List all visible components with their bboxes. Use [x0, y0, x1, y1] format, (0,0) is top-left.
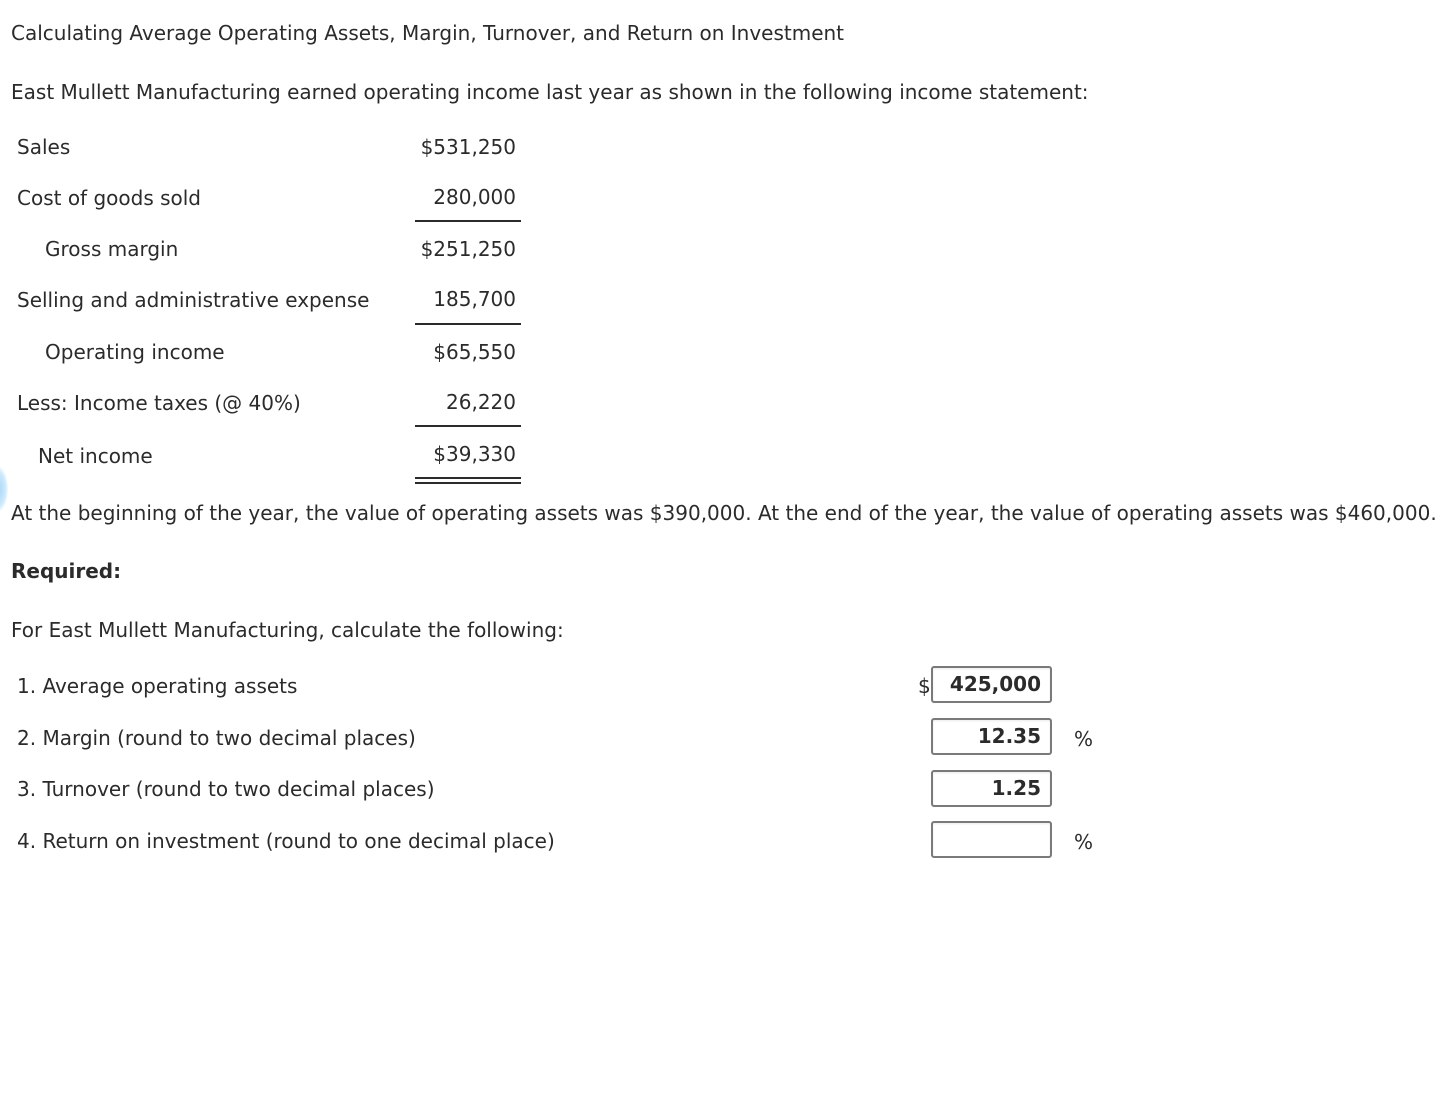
- answer-turnover[interactable]: 1.25: [931, 770, 1052, 807]
- instruction-text: For East Mullett Manufacturing, calculate the following:: [11, 618, 564, 642]
- total-double-rule: [415, 477, 521, 484]
- statement-amount-gross-margin: $251,250: [420, 237, 516, 261]
- required-heading: Required:: [11, 559, 122, 583]
- statement-label-sga: Selling and administrative expense: [17, 288, 370, 312]
- answer-return-on-investment[interactable]: [931, 821, 1052, 858]
- statement-amount-income-taxes: 26,220: [446, 390, 516, 414]
- question-2-label: 2. Margin (round to two decimal places): [17, 726, 416, 750]
- question-1-label: 1. Average operating assets: [17, 674, 298, 698]
- statement-label-cogs: Cost of goods sold: [17, 186, 202, 210]
- question-4-label: 4. Return on investment (round to one decimal place): [17, 829, 555, 853]
- subtotal-rule: [415, 425, 521, 427]
- focus-indicator: [0, 466, 8, 512]
- statement-label-gross-margin: Gross margin: [45, 237, 179, 261]
- statement-amount-cogs: 280,000: [433, 185, 516, 209]
- operating-assets-text: At the beginning of the year, the value of operating assets was $390,000. At the end of the year, the value of operating assets was $460,000.: [11, 501, 1437, 525]
- percent-suffix: %: [1074, 727, 1094, 751]
- statement-label-income-taxes: Less: Income taxes (@ 40%): [17, 391, 301, 415]
- statement-amount-sga: 185,700: [433, 287, 516, 311]
- intro-text: East Mullett Manufacturing earned operating income last year as shown in the following income statement:: [11, 80, 1089, 104]
- subtotal-rule: [415, 220, 521, 222]
- currency-prefix: $: [918, 674, 931, 698]
- page-title: Calculating Average Operating Assets, Margin, Turnover, and Return on Investment: [11, 21, 845, 45]
- answer-margin[interactable]: 12.35: [931, 718, 1052, 755]
- statement-label-sales: Sales: [17, 135, 71, 159]
- statement-amount-net-income: $39,330: [433, 442, 516, 466]
- answer-average-operating-assets[interactable]: 425,000: [931, 666, 1052, 703]
- subtotal-rule: [415, 323, 521, 325]
- statement-label-operating-income: Operating income: [45, 340, 225, 364]
- statement-amount-operating-income: $65,550: [433, 340, 516, 364]
- statement-amount-sales: $531,250: [420, 135, 516, 159]
- percent-suffix: %: [1074, 830, 1094, 854]
- statement-label-net-income: Net income: [38, 444, 153, 468]
- question-3-label: 3. Turnover (round to two decimal places): [17, 777, 435, 801]
